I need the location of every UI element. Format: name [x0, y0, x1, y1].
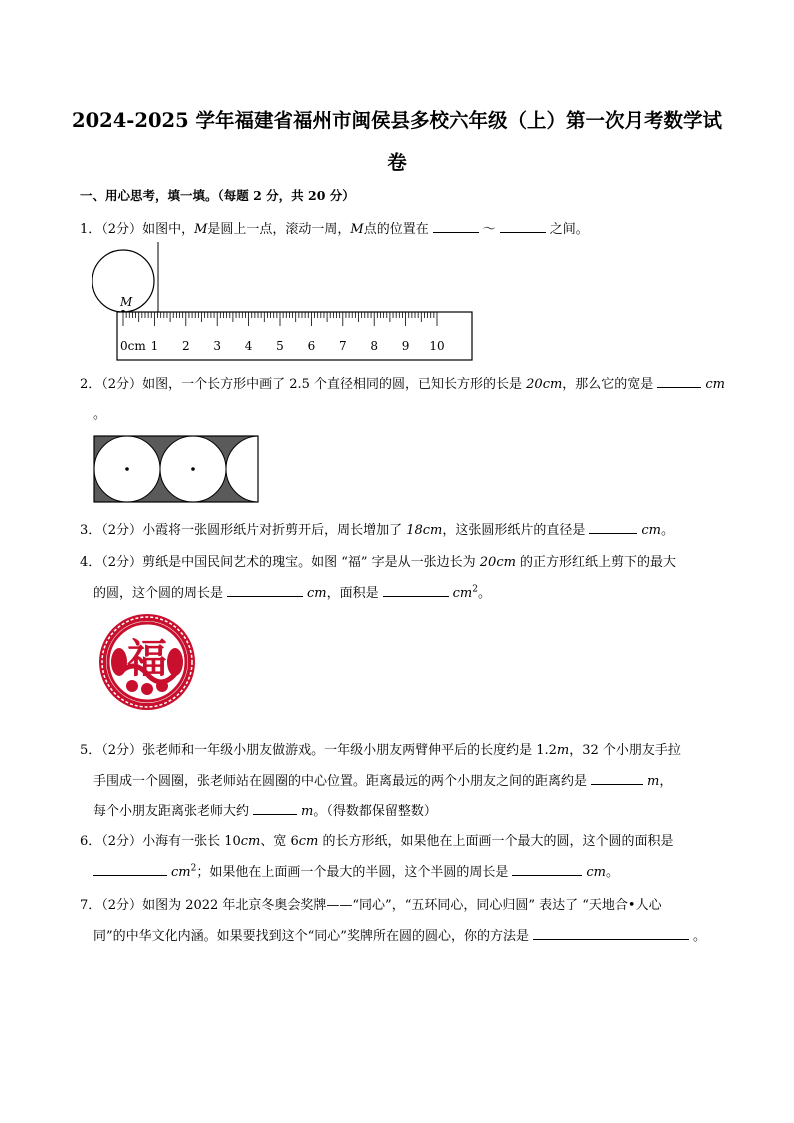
question-5-line2: 手围成一个圆圈，张老师站在圆圈的中心位置。距离最远的两个小朋友之间的距离约是 m，: [93, 774, 673, 789]
section-heading: 一、用心思考，填一填。（每题 2 分，共 20 分）: [80, 188, 355, 203]
question-7-line2: 同”的中华文化内涵。如果要找到这个“同心”奖牌所在圆的圆心，你的方法是 。: [93, 929, 706, 944]
answer-blank-4a[interactable]: [227, 584, 303, 597]
question-2-end: 。: [93, 407, 107, 422]
ruler-label: 2: [181, 339, 190, 353]
answer-blank-3[interactable]: [589, 521, 637, 534]
ruler-label: 3: [213, 339, 222, 353]
center-dot-2: [191, 467, 195, 471]
ruler-label: 1: [150, 339, 159, 353]
answer-blank-2[interactable]: [657, 375, 701, 388]
ruler-label: 4: [244, 339, 253, 353]
answer-blank-6a[interactable]: [93, 863, 167, 876]
answer-blank-7[interactable]: [533, 927, 689, 940]
question-3: 3．（2分）小霞将一张圆形纸片对折剪开后，周长增加了 18cm，这张圆形纸片的直径是 cm。: [80, 523, 674, 538]
ruler-label: 8: [370, 339, 379, 353]
page-title-line1: 2024-2025 学年福建省福州市闽侯县多校六年级（上）第一次月考数学试: [72, 109, 722, 132]
ruler-label: 6: [307, 339, 316, 353]
fu-papercut-figure: [97, 612, 197, 712]
ruler-label: 9: [401, 339, 410, 353]
rectangle-circles-figure: [93, 435, 259, 503]
center-dot-1: [125, 467, 129, 471]
question-6-line1: 6．（2分）小海有一张长 10cm、宽 6cm 的长方形纸，如果他在上面画一个最大的圆，这个圆的面积是: [80, 834, 674, 849]
question-2: 2．（2分）如图，一个长方形中画了 2.5 个直径相同的圆，已知长方形的长是 20cm，那么它的宽是 cm: [80, 377, 725, 392]
ruler-label: 10: [429, 339, 445, 353]
point-m-label: M: [120, 295, 133, 309]
page-title-line2: 卷: [387, 151, 407, 174]
answer-blank-1a[interactable]: [433, 220, 479, 233]
answer-blank-5b[interactable]: [253, 802, 297, 815]
answer-blank-5a[interactable]: [591, 772, 643, 785]
question-4-line2: 的圆，这个圆的周长是 cm，面积是 $cm^2$。: [93, 584, 491, 601]
answer-blank-4b[interactable]: [383, 584, 449, 597]
ruler-label: 5: [276, 339, 284, 353]
rolling-circle-ruler-figure: [92, 242, 477, 362]
question-7-line1: 7．（2分）如图为 2022 年北京冬奥会奖牌——“同心”，“五环同心，同心归圆” 表达了 “天地合•人心: [80, 898, 662, 913]
ruler-label: 7: [338, 339, 347, 353]
question-1: 1．（2分）如图中，M是圆上一点，滚动一周，M点的位置在 ～ 之间。: [80, 222, 589, 237]
fu-character: 福: [127, 635, 167, 682]
question-6-line2: $cm^2$；如果他在上面画一个最大的半圆，这个半圆的周长是 cm。: [93, 861, 619, 880]
ruler-label: 0cm: [120, 339, 146, 353]
answer-blank-6b[interactable]: [512, 863, 582, 876]
question-4-line1: 4．（2分）剪纸是中国民间艺术的瑰宝。如图 “福” 字是从一张边长为 20cm 的正方形红纸上剪下的最大: [80, 555, 677, 570]
question-5-line3: 每个小朋友距离张老师大约 m。（得数都保留整数）: [93, 804, 437, 819]
answer-blank-1b[interactable]: [500, 220, 546, 233]
question-5-line1: 5．（2分）张老师和一年级小朋友做游戏。一年级小朋友两臂伸平后的长度约是 1.2m，32 个小朋友手拉: [80, 743, 681, 758]
